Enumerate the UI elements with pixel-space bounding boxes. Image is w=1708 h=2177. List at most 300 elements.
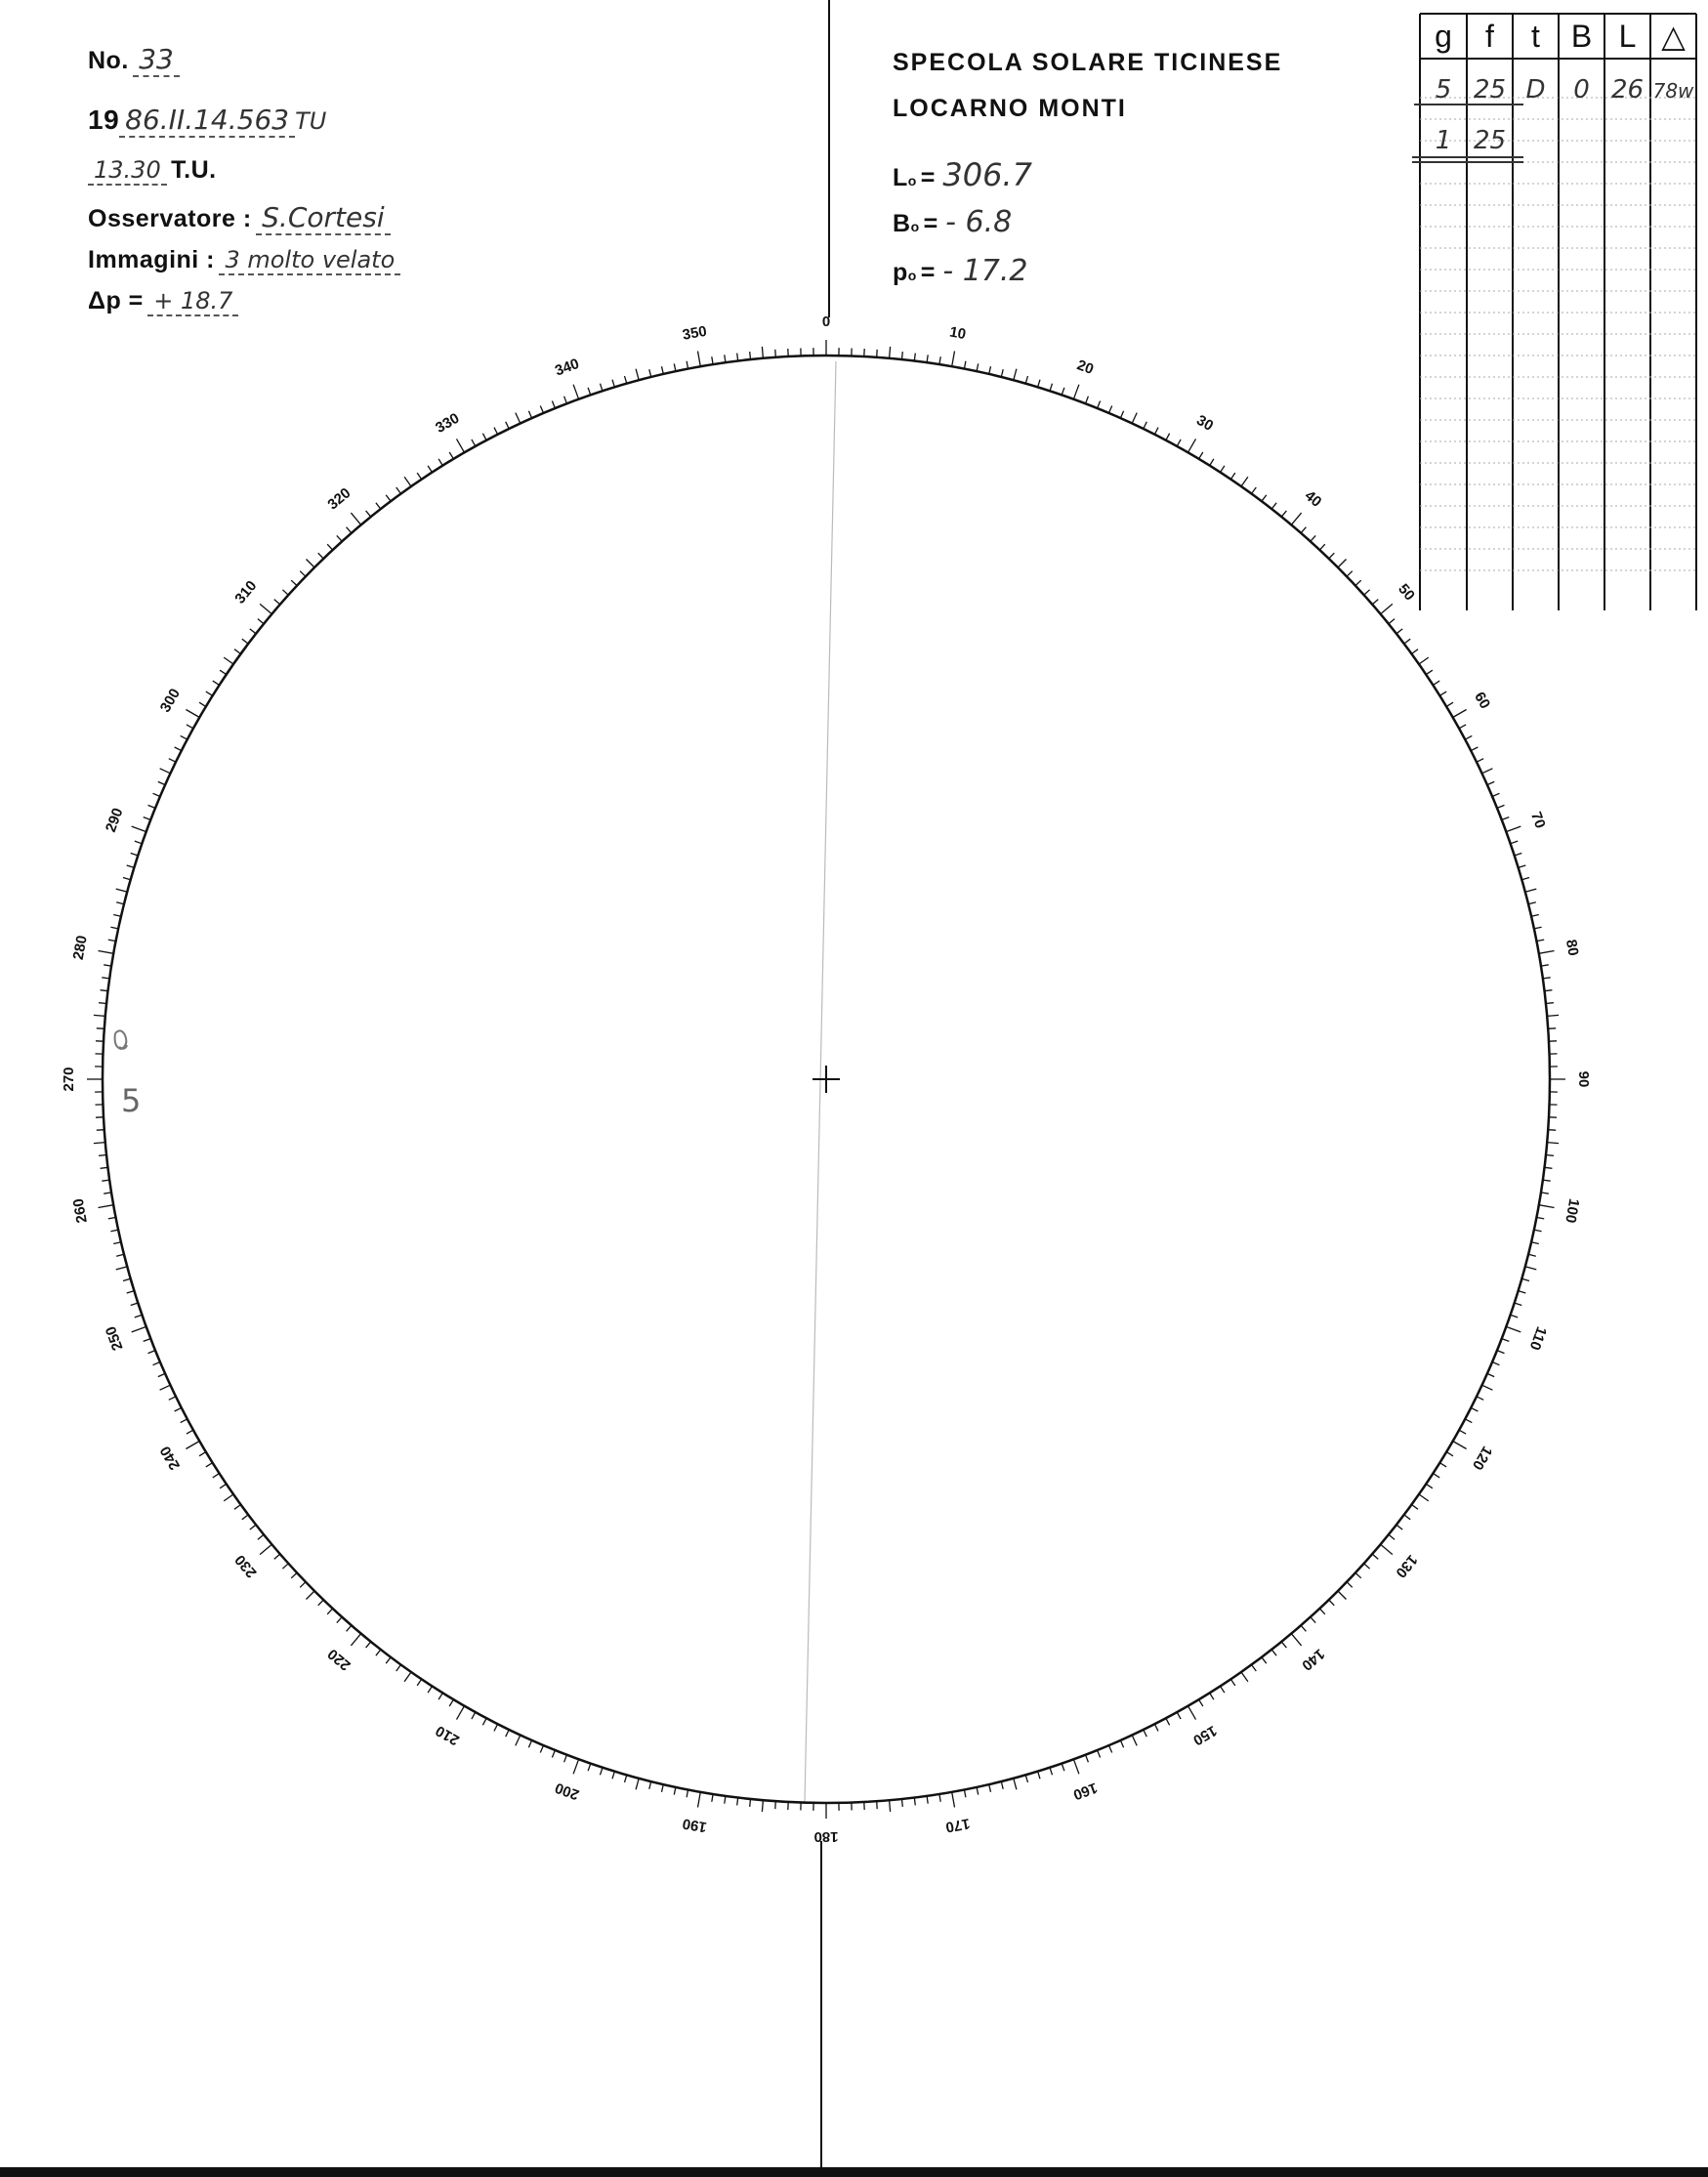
degree-tick	[1536, 940, 1544, 942]
degree-tick	[762, 1800, 763, 1812]
degree-tick	[612, 380, 614, 388]
degree-tick	[1221, 1687, 1225, 1694]
degree-tick	[1144, 1730, 1147, 1737]
degree-tick	[601, 1768, 604, 1776]
degree-tick	[1534, 927, 1542, 929]
degree-tick	[250, 1525, 256, 1529]
degree-tick	[1355, 1572, 1361, 1577]
degree-tick	[449, 1699, 453, 1706]
degree-tick	[662, 1784, 664, 1792]
degree-tick	[506, 422, 510, 429]
degree-tick	[1014, 369, 1017, 381]
observatory-location: LOCARNO MONTI	[893, 95, 1127, 122]
degree-tick	[1541, 965, 1549, 966]
degree-tick	[890, 347, 891, 358]
degree-tick	[1050, 384, 1053, 392]
degree-tick	[1372, 1554, 1378, 1559]
degree-tick	[213, 681, 220, 685]
degree-tick	[258, 1534, 264, 1539]
degree-tick	[169, 759, 176, 763]
degree-tick	[1548, 1028, 1556, 1029]
degree-tick	[148, 1351, 156, 1354]
degree-tick	[698, 1792, 701, 1808]
degree-tick	[1465, 735, 1472, 739]
degree-tick	[1546, 1003, 1554, 1004]
degree-tick	[144, 817, 151, 820]
report-number-label: No.	[88, 47, 129, 74]
degree-tick	[1347, 571, 1353, 577]
degree-label-300: 300	[156, 686, 184, 716]
degree-tick	[386, 1657, 391, 1663]
degree-tick	[674, 1787, 676, 1795]
degree-tick	[1502, 1339, 1510, 1342]
degree-label-350: 350	[681, 322, 709, 344]
degree-label-150: 150	[1189, 1722, 1220, 1749]
degree-tick	[181, 1419, 187, 1423]
date-suffix: TU	[295, 107, 327, 135]
degree-tick	[1506, 1326, 1521, 1332]
degree-tick	[1311, 535, 1315, 541]
degree-tick	[1355, 580, 1361, 585]
degree-tick	[101, 1167, 108, 1168]
degree-tick	[1477, 1397, 1483, 1401]
degree-label-90: 90	[1575, 1070, 1593, 1088]
degree-tick	[428, 466, 432, 473]
degree-tick	[1098, 1750, 1101, 1758]
sunspot-group-mark	[115, 1030, 127, 1049]
degree-tick	[396, 487, 401, 494]
degree-label-200: 200	[553, 1779, 582, 1804]
degree-label-320: 320	[324, 484, 354, 514]
degree-tick	[1364, 590, 1370, 595]
table-cell: 78w	[1652, 79, 1694, 103]
degree-tick	[573, 1759, 579, 1774]
scan-border-bottom	[0, 2167, 1708, 2177]
degree-tick	[1347, 1582, 1353, 1588]
degree-tick	[186, 1442, 199, 1449]
degree-tick	[457, 1706, 465, 1720]
group-number-label: 5	[121, 1082, 142, 1119]
degree-tick	[1144, 422, 1147, 429]
degree-tick	[1001, 369, 1003, 377]
degree-tick	[698, 352, 701, 367]
degree-tick	[552, 1750, 555, 1758]
p0-value: - 17.2	[942, 254, 1028, 288]
degree-tick	[1230, 473, 1234, 480]
degree-tick	[99, 1155, 106, 1156]
degree-tick	[1531, 1242, 1539, 1244]
degree-tick	[1471, 747, 1478, 751]
degree-tick	[1515, 854, 1522, 857]
degree-tick	[540, 1745, 543, 1752]
degree-tick	[625, 376, 627, 384]
degree-tick	[1528, 1254, 1536, 1256]
degree-label-240: 240	[156, 1443, 184, 1473]
degree-tick	[160, 1385, 171, 1390]
degree-label-10: 10	[947, 323, 968, 344]
degree-tick	[116, 1267, 128, 1270]
degree-tick	[113, 915, 121, 917]
degree-tick	[1482, 1385, 1493, 1390]
degree-label-340: 340	[553, 355, 582, 380]
degree-tick	[1199, 452, 1203, 459]
degree-tick	[712, 1794, 713, 1802]
degree-label-140: 140	[1298, 1645, 1328, 1674]
degree-tick	[1050, 1768, 1053, 1776]
degree-tick	[1086, 397, 1089, 404]
degree-tick	[964, 1789, 966, 1797]
degree-tick	[1098, 401, 1101, 409]
degree-tick	[750, 1799, 751, 1807]
degree-tick	[1338, 1591, 1347, 1600]
degree-tick	[186, 710, 199, 718]
degree-tick	[318, 553, 324, 559]
degree-tick	[1471, 1407, 1478, 1411]
B0-label: B	[893, 210, 911, 237]
observer-value: S.Cortesi	[256, 201, 390, 235]
degree-tick	[636, 1779, 639, 1790]
degree-tick	[1271, 503, 1276, 509]
degree-tick	[1528, 902, 1536, 904]
degree-tick	[199, 1452, 206, 1456]
degree-label-230: 230	[231, 1551, 261, 1581]
degree-tick	[135, 1315, 143, 1318]
degree-tick	[1262, 495, 1267, 501]
degree-tick	[1338, 560, 1347, 568]
degree-tick	[725, 355, 726, 362]
degree-tick	[1453, 1442, 1467, 1449]
degree-tick	[404, 1672, 411, 1682]
degree-tick	[220, 1484, 227, 1487]
degree-tick	[242, 1515, 248, 1520]
table-cell: 25	[1473, 126, 1507, 155]
degree-tick	[952, 352, 955, 367]
degree-tick	[206, 1463, 213, 1467]
degree-tick	[1453, 710, 1467, 718]
degree-tick	[573, 385, 579, 399]
degree-tick	[1543, 978, 1551, 979]
degree-label-130: 130	[1392, 1551, 1421, 1581]
degree-tick	[1319, 1609, 1324, 1614]
p0-label: p	[893, 259, 908, 286]
degree-tick	[1062, 1764, 1064, 1772]
degree-tick	[1221, 466, 1225, 473]
degree-tick	[438, 1693, 442, 1699]
time-value: 13.30	[88, 156, 167, 186]
degree-tick	[1419, 1494, 1429, 1501]
degree-tick	[158, 781, 165, 784]
degree-tick	[169, 1397, 176, 1401]
degree-label-50: 50	[1395, 580, 1418, 605]
degree-tick	[1519, 1291, 1526, 1293]
date-year-prefix: 19	[88, 105, 120, 135]
central-axis-line	[805, 361, 836, 1802]
degree-tick	[1154, 428, 1158, 435]
degree-label-40: 40	[1301, 487, 1325, 511]
degree-tick	[1511, 1315, 1519, 1318]
degree-tick	[1109, 1745, 1112, 1752]
degree-tick	[1241, 1672, 1248, 1682]
degree-tick	[110, 1230, 118, 1232]
degree-tick	[1502, 817, 1510, 820]
degree-tick	[1426, 670, 1433, 674]
degree-tick	[1487, 1373, 1494, 1376]
table-cell: 1	[1435, 126, 1452, 155]
degree-tick	[506, 1730, 510, 1737]
degree-tick	[1291, 513, 1301, 524]
degree-tick	[636, 369, 639, 381]
degree-tick	[158, 1373, 165, 1376]
degree-label-30: 30	[1193, 411, 1217, 435]
degree-tick	[1545, 1167, 1553, 1168]
degree-label-220: 220	[324, 1645, 354, 1674]
degree-tick	[160, 769, 171, 774]
degree-label-270: 270	[60, 1067, 77, 1092]
degree-tick	[1038, 1772, 1040, 1779]
degree-tick	[1482, 769, 1493, 774]
degree-tick	[601, 384, 604, 392]
degree-tick	[131, 1303, 139, 1306]
degree-tick	[964, 361, 966, 369]
degree-tick	[1364, 1564, 1370, 1569]
degree-tick	[1511, 841, 1519, 844]
degree-tick	[101, 990, 108, 991]
degree-tick	[1177, 1712, 1181, 1719]
degree-tick	[282, 590, 288, 595]
degree-label-0: 0	[821, 313, 831, 330]
degree-label-60: 60	[1471, 689, 1494, 712]
degree-tick	[1188, 439, 1196, 452]
degree-tick	[482, 434, 486, 440]
table-header-0: g	[1435, 19, 1452, 54]
degree-tick	[1301, 527, 1306, 533]
degree-tick	[1230, 1679, 1234, 1686]
degree-tick	[1381, 1544, 1393, 1554]
degree-label-280: 280	[69, 934, 91, 962]
degree-tick	[1521, 1278, 1529, 1280]
degree-tick	[1426, 1484, 1433, 1487]
degree-tick	[327, 1609, 332, 1614]
degree-tick	[1506, 826, 1521, 832]
degree-tick	[274, 1554, 280, 1559]
degree-tick	[1459, 725, 1466, 729]
table-cell: 25	[1473, 75, 1507, 105]
degree-tick	[307, 1591, 315, 1600]
degree-tick	[482, 1718, 486, 1725]
degree-tick	[132, 1326, 146, 1332]
degree-tick	[113, 1242, 121, 1244]
degree-tick	[110, 927, 118, 929]
degree-tick	[187, 725, 193, 729]
degree-label-330: 330	[433, 409, 463, 437]
degree-tick	[457, 439, 465, 452]
degree-tick	[220, 670, 227, 674]
degree-tick	[417, 473, 421, 480]
degree-tick	[890, 1800, 891, 1812]
degree-tick	[1301, 1625, 1306, 1631]
degree-tick	[234, 649, 241, 654]
degree-tick	[116, 1254, 124, 1256]
degree-tick	[977, 363, 979, 371]
degree-tick	[131, 854, 139, 857]
degree-tick	[135, 841, 143, 844]
degree-tick	[99, 1003, 106, 1004]
degree-tick	[175, 747, 182, 751]
degree-tick	[1492, 1362, 1499, 1365]
degree-label-70: 70	[1526, 809, 1549, 831]
degree-tick	[1396, 1525, 1402, 1529]
degree-tick	[1073, 1759, 1079, 1774]
degree-tick	[250, 629, 256, 634]
delta-p-value: + 18.7	[147, 287, 238, 316]
degree-tick	[977, 1787, 979, 1795]
degree-tick	[588, 1764, 591, 1772]
degree-tick	[127, 1291, 135, 1293]
degree-tick	[494, 428, 498, 435]
degree-tick	[291, 580, 297, 585]
degree-tick	[1539, 1205, 1555, 1208]
table-cell: 26	[1610, 75, 1645, 105]
degree-tick	[564, 1755, 567, 1763]
degree-tick	[472, 440, 476, 446]
degree-tick	[1252, 1665, 1257, 1672]
degree-tick	[1038, 380, 1040, 388]
degree-tick	[337, 1617, 342, 1623]
degree-tick	[123, 878, 131, 880]
degree-tick	[94, 1143, 105, 1144]
degree-tick	[1262, 1657, 1267, 1663]
degree-tick	[153, 1362, 160, 1365]
degree-tick	[1177, 440, 1181, 446]
degree-tick	[1439, 1463, 1446, 1467]
degree-tick	[366, 1642, 371, 1648]
degree-tick	[260, 1544, 271, 1554]
degree-tick	[274, 600, 280, 605]
degree-label-170: 170	[943, 1815, 972, 1836]
degree-tick	[1132, 413, 1137, 424]
degree-tick	[1001, 1781, 1003, 1789]
degree-label-190: 190	[681, 1815, 709, 1836]
degree-tick	[1545, 990, 1553, 991]
degree-tick	[291, 1572, 297, 1577]
degree-tick	[775, 350, 776, 357]
sunspot-table-grid	[1412, 14, 1696, 610]
degree-tick	[206, 691, 213, 695]
degree-tick	[1329, 1600, 1335, 1606]
degree-tick	[1446, 1452, 1453, 1456]
degree-tick	[1166, 434, 1170, 440]
degree-tick	[396, 1665, 401, 1672]
degree-tick	[687, 361, 688, 369]
degree-tick	[902, 1799, 903, 1807]
date-handwritten: 86.II.14.563	[119, 104, 295, 138]
degree-tick	[1291, 1634, 1301, 1646]
degree-tick	[1547, 1143, 1559, 1144]
degree-tick	[1419, 657, 1429, 664]
degree-tick	[516, 1736, 521, 1746]
degree-tick	[1434, 1474, 1440, 1478]
degree-tick	[108, 1217, 116, 1219]
degree-tick	[1412, 649, 1419, 654]
degree-tick	[1109, 406, 1112, 413]
degree-tick	[1281, 511, 1286, 517]
degree-tick	[662, 366, 664, 374]
table-cell: 0	[1573, 75, 1590, 105]
degree-tick	[939, 1794, 940, 1802]
degree-tick	[234, 1505, 241, 1510]
degree-tick	[351, 513, 360, 524]
ephemeris-B0: Bo = - 6.8	[893, 205, 1013, 239]
degree-tick	[187, 1430, 193, 1434]
degree-label-180: 180	[813, 1828, 839, 1846]
table-header-3: B	[1570, 19, 1593, 54]
degree-tick	[1434, 681, 1440, 685]
degree-tick	[625, 1775, 627, 1782]
degree-tick	[1281, 1642, 1286, 1648]
degree-tick	[116, 902, 124, 904]
degree-tick	[1531, 915, 1539, 917]
degree-tick	[1062, 388, 1064, 396]
degree-tick	[175, 1407, 182, 1411]
degree-tick	[1329, 553, 1335, 559]
degree-tick	[428, 1687, 432, 1694]
degree-tick	[1525, 1267, 1537, 1270]
degree-tick	[516, 413, 521, 424]
degree-tick	[417, 1679, 421, 1686]
degree-tick	[649, 369, 651, 377]
degree-label-250: 250	[102, 1323, 127, 1353]
degree-tick	[952, 1792, 955, 1808]
degree-tick	[258, 619, 264, 624]
degree-tick	[1534, 1230, 1542, 1232]
degree-tick	[260, 604, 271, 613]
degree-tick	[612, 1772, 614, 1779]
degree-tick	[449, 452, 453, 459]
degree-tick	[914, 1798, 915, 1806]
degree-tick	[1014, 1779, 1017, 1790]
degree-tick	[337, 535, 342, 541]
degree-tick	[1319, 544, 1324, 550]
degree-tick	[300, 1582, 306, 1588]
degree-tick	[242, 639, 248, 644]
degree-tick	[351, 1634, 360, 1646]
degree-tick	[148, 805, 156, 808]
degree-tick	[318, 1600, 324, 1606]
degree-tick	[1515, 1303, 1522, 1306]
degree-tick	[649, 1781, 651, 1789]
degree-tick	[94, 1015, 105, 1016]
degree-tick	[181, 735, 187, 739]
degree-tick	[1086, 1755, 1089, 1763]
degree-tick	[1025, 1775, 1027, 1782]
degree-tick	[404, 477, 411, 486]
ephemeris-L0: Lo = 306.7	[893, 156, 1032, 193]
degree-tick	[327, 544, 332, 550]
observer-label: Osservatore :	[88, 205, 252, 232]
degree-tick	[762, 347, 763, 358]
degree-tick	[1497, 805, 1505, 808]
degree-tick	[737, 354, 738, 361]
degree-tick	[1372, 600, 1378, 605]
degree-tick	[99, 951, 114, 954]
degree-tick	[1477, 759, 1483, 763]
degree-tick	[386, 495, 391, 501]
table-header-1: f	[1485, 19, 1494, 54]
degree-tick	[1311, 1617, 1315, 1623]
degree-tick	[1120, 411, 1123, 418]
degree-tick	[1548, 1130, 1556, 1131]
L0-label: L	[893, 164, 908, 191]
